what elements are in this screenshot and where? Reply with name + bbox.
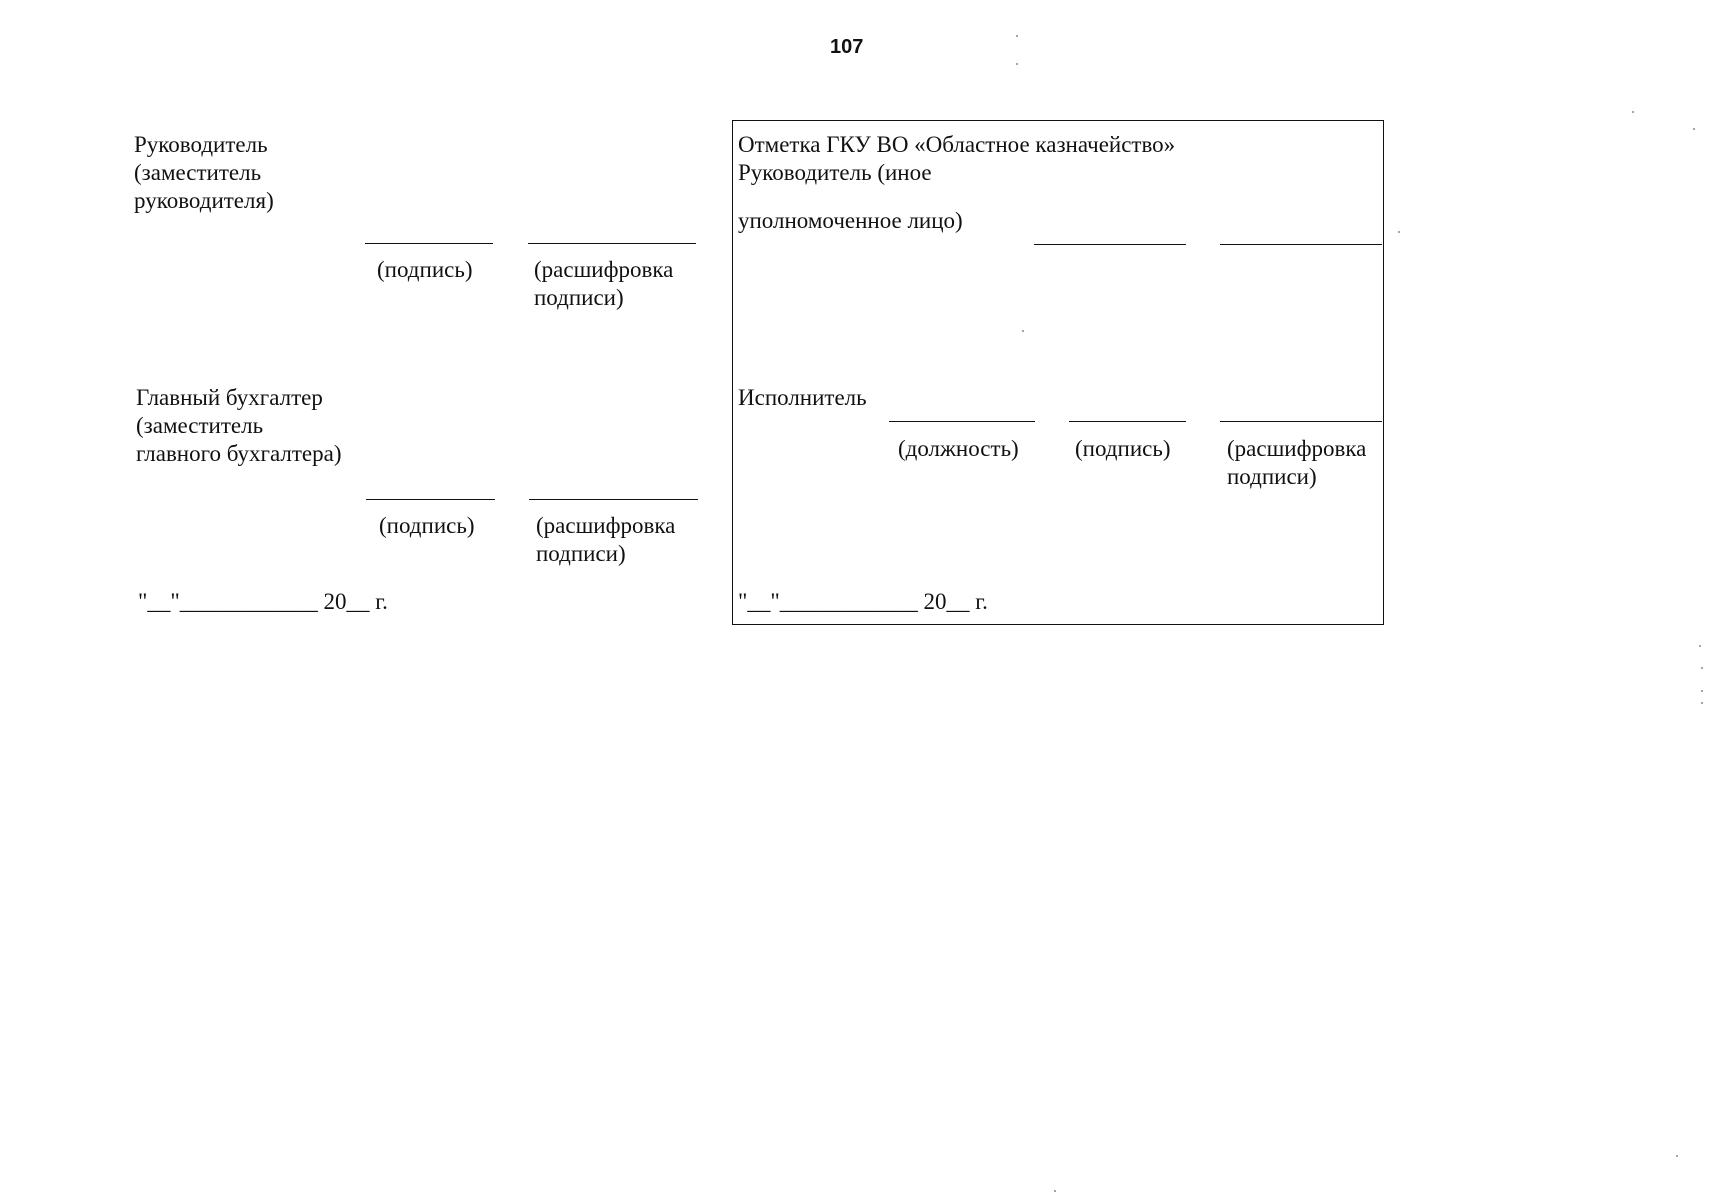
treasury-signature-caption: (подпись) <box>1075 436 1171 461</box>
scan-speck <box>1701 702 1703 704</box>
scan-speck <box>1398 231 1400 233</box>
scan-speck <box>1676 1155 1678 1157</box>
scan-speck <box>1699 645 1701 647</box>
treasury-position-caption: (должность) <box>898 436 1019 461</box>
treasury-title: Отметка ГКУ ВО «Областное казначейство» <box>738 132 1176 157</box>
left-date-year: 20__ г. <box>323 589 388 614</box>
treasury-decoding-line[interactable] <box>1220 421 1382 422</box>
chief-accountant-decoding-line[interactable] <box>529 499 698 500</box>
treasury-decoding-caption: (расшифровка подписи) <box>1227 436 1367 489</box>
scan-speck <box>1054 1190 1056 1192</box>
scan-speck <box>1701 667 1703 669</box>
treasury-signature-line[interactable] <box>1069 421 1186 422</box>
head-signature-caption: (подпись) <box>377 257 473 282</box>
chief-accountant-signature-line[interactable] <box>366 499 495 500</box>
head-signature-line[interactable] <box>365 243 493 244</box>
treasury-mark-box <box>732 120 1384 625</box>
chief-accountant-decoding-caption: (расшифровка подписи) <box>536 513 676 566</box>
left-date-quotes: "__"____________ <box>138 589 318 614</box>
head-title: Руководитель (заместитель руководителя) <box>134 132 274 213</box>
chief-accountant-signature-caption: (подпись) <box>379 513 475 538</box>
treasury-head-line2: уполномоченное лицо) <box>738 208 963 233</box>
scan-speck <box>1016 35 1018 37</box>
chief-accountant-title: Главный бухгалтер (заместитель главного бухгалтера) <box>136 385 342 466</box>
treasury-date-quotes: "__"____________ <box>738 589 918 614</box>
treasury-date-field[interactable] <box>738 588 988 616</box>
treasury-date-year: 20__ г. <box>923 589 988 614</box>
scan-speck <box>1693 128 1695 130</box>
page-number: 107 <box>830 36 864 58</box>
left-date-field[interactable] <box>138 588 388 616</box>
head-decoding-line[interactable] <box>528 243 696 244</box>
scan-speck <box>1016 63 1018 65</box>
treasury-head-decoding-line[interactable] <box>1220 244 1382 245</box>
treasury-head-signature-line[interactable] <box>1034 244 1186 245</box>
head-decoding-caption: (расшифровка подписи) <box>534 257 674 310</box>
treasury-head-line1: Руководитель (иное <box>738 160 932 185</box>
treasury-executor-label: Исполнитель <box>738 385 867 410</box>
scan-speck <box>1022 330 1024 332</box>
treasury-position-line[interactable] <box>889 421 1035 422</box>
scan-speck <box>1632 111 1634 113</box>
scan-speck <box>1701 690 1703 692</box>
